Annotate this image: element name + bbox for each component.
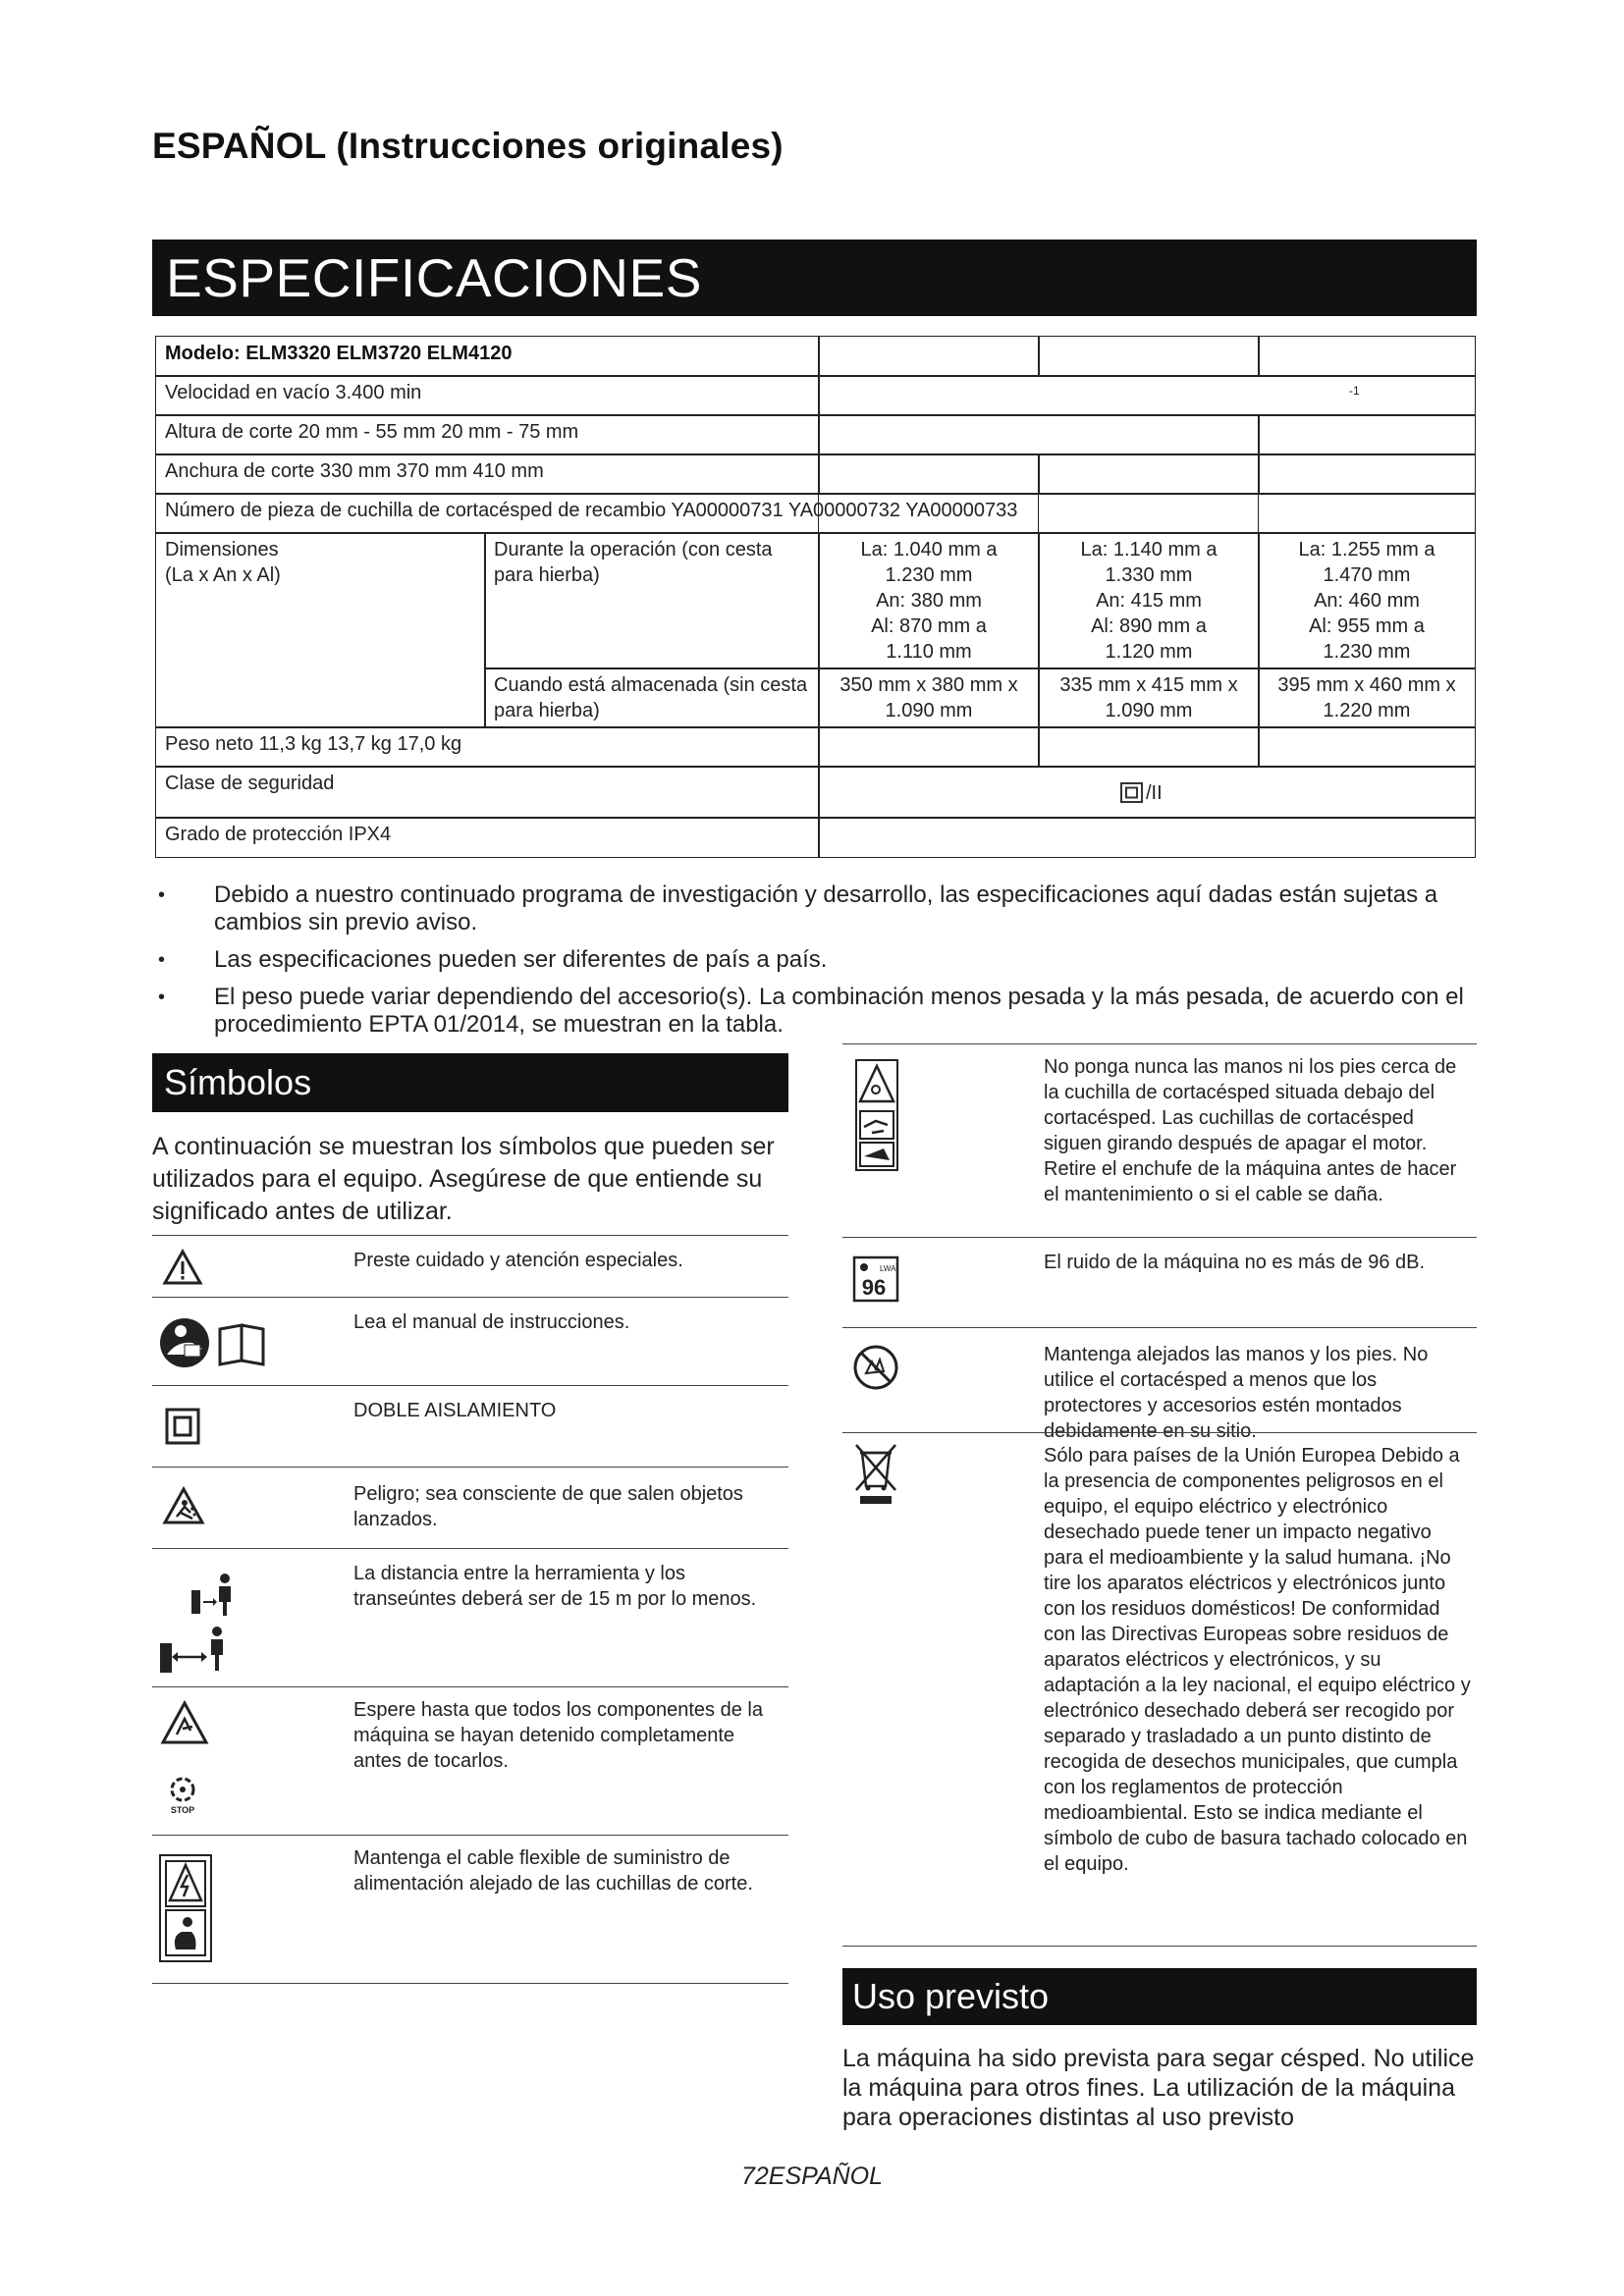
specifications-heading: ESPECIFICACIONES [152,240,1477,316]
speed-superscript: -1 [1349,384,1360,398]
value-line: 1.090 mm [1105,700,1193,721]
note-item: • Las especificaciones pueden ser diferentes de país a país. [155,946,1476,974]
value-line: 1.090 mm [885,700,973,721]
symbol-row [842,1043,1477,1237]
safety-class-mark [1120,780,1163,806]
symbol-row [152,1385,788,1467]
value-line: An: 415 mm [1096,590,1202,612]
wait-stop-icon [161,1701,210,1819]
symbol-text: Espere hasta que todos los componentes de la máquina se hayan detenido completamente antes de tocarlos. [353,1699,763,1772]
spec-weight-row: Peso neto 11,3 kg 13,7 kg 17,0 kg [155,726,820,768]
spec-cell [818,336,1040,377]
value-line: 1.220 mm [1323,700,1411,721]
operation-values-elm3720 [1038,532,1260,669]
operation-values-elm3320 [818,532,1040,669]
spec-cell [818,726,1040,768]
note-item: • El peso puede variar dependiendo del accesorio(s). La combinación menos pesada y la más pesada, de acuerdo con el procedimiento EPTA 01/2014, se muestran en la tabla. [155,984,1476,1039]
value-line: 1.110 mm [886,641,972,663]
thrown-objects-icon [163,1487,204,1526]
spec-cell [1038,454,1260,495]
bystander-distance-icon [156,1569,244,1677]
page-title: ESPAÑOL (Instrucciones originales) [152,126,784,166]
symbol-row [152,1297,788,1385]
spec-cell [818,375,1476,416]
note-item: • Debido a nuestro continuado programa de investigación y desarrollo, las especificaciones aquí dadas están sujetas a cambios sin previo aviso. [155,881,1476,936]
storage-values-elm3320 [818,667,1040,728]
spec-cell [1038,726,1260,768]
read-manual-icon [159,1315,306,1368]
symbol-row [152,1835,788,1984]
spec-dimensions-label [155,532,486,728]
value-line: Al: 955 mm a [1309,615,1425,637]
table-bottom-border [842,1946,1477,1947]
spec-cut-height-row: Altura de corte 20 mm - 55 mm 20 mm - 75 mm [155,414,820,455]
specifications-table [155,336,1476,871]
value-line: La: 1.255 mm a [1298,539,1435,561]
spec-cell [1258,414,1476,455]
spec-notes [155,881,1476,1048]
value-line: La: 1.040 mm a [860,539,998,561]
symbol-row [152,1548,788,1686]
operation-values-elm4120 [1258,532,1476,669]
symbol-text: Mantenga alejados las manos y los pies. No utilice el cortacésped a menos que los protectores y accesorios estén montados debidamente en su sitio. [1044,1344,1429,1442]
spec-blade-part-row [155,493,1476,534]
symbol-text: Mantenga el cable flexible de suministro de alimentación alejado de las cuchillas de corte. [353,1847,753,1895]
value-line: An: 380 mm [876,590,982,612]
value-line: 1.230 mm [885,564,973,586]
spec-safety-class-label: Clase de seguridad [155,766,820,819]
spec-operation-label: Durante la operación (con cesta para hierba) [484,532,820,669]
value-line: 350 mm x 380 mm x [839,674,1018,696]
value-line: 395 mm x 460 mm x [1277,674,1456,696]
spec-cell [1258,336,1476,377]
symbols-table-right [842,1043,1477,1947]
noise-small-label: LWA [880,1264,896,1273]
symbol-text: La distancia entre la herramienta y los transeúntes deberá ser de 15 m por lo menos. [353,1563,757,1610]
symbol-text: Lea el manual de instrucciones. [353,1311,630,1333]
symbol-row [842,1327,1477,1442]
spec-storage-label: Cuando está almacenada (sin cesta para hierba) [484,667,820,728]
hands-blade-icon [854,1058,899,1172]
symbol-row [152,1686,788,1835]
value-line: 1.120 mm [1105,641,1193,663]
spec-cell [1258,726,1476,768]
value-line: Al: 870 mm a [871,615,987,637]
noise-level-icon [852,1255,901,1305]
spec-safety-class-value [818,766,1476,819]
table-bottom-border [152,1983,788,1984]
storage-values-elm3720 [1038,667,1260,728]
symbol-text: Peligro; sea consciente de que salen objetos lanzados. [353,1483,743,1530]
symbols-heading: Símbolos [152,1053,788,1112]
dimensions-sublabel: (La x An x Al) [165,564,281,586]
noise-value: 96 [861,1275,887,1300]
column-divider [1038,493,1039,534]
page-footer: 72ESPAÑOL [740,2163,884,2190]
value-line: 1.230 mm [1323,641,1411,663]
warning-triangle-icon [163,1250,202,1285]
symbol-row [152,1235,788,1297]
spec-cell [818,454,1040,495]
value-line: La: 1.140 mm a [1080,539,1218,561]
symbol-text: DOBLE AISLAMIENTO [353,1400,557,1421]
dimensions-label: Dimensiones [165,539,279,561]
symbol-row [842,1432,1477,1947]
symbol-row [152,1467,788,1548]
column-divider [1258,493,1259,534]
spec-cell [818,817,1476,858]
intended-use-heading: Uso previsto [842,1968,1477,2025]
value-line: 1.470 mm [1323,564,1411,586]
symbol-text: El ruido de la máquina no es más de 96 dB. [1044,1252,1426,1273]
symbol-text: No ponga nunca las manos ni los pies cerca de la cuchilla de cortacésped situada debajo del cortacésped. Las cuchillas de cortacésped siguen girando después de apagar el motor. Retire el enchufe de la máquina antes de hacer el mantenimiento o si el cable se daña. [1044,1056,1457,1205]
value-line: Al: 890 mm a [1091,615,1207,637]
spec-cell [1038,336,1260,377]
symbols-table-left [152,1235,788,1984]
double-insulation-icon [1120,782,1144,804]
symbol-text: Preste cuidado y atención especiales. [353,1250,683,1271]
stop-label: STOP [170,1805,195,1815]
value-line: An: 460 mm [1314,590,1420,612]
blade-part-text: Número de pieza de cuchilla de cortacésped de recambio YA00000731 YA00000732 YA00000733 [165,500,1018,521]
spec-cell [818,414,1260,455]
storage-values-elm4120 [1258,667,1476,728]
safety-class-text: /II [1146,782,1163,804]
value-line: 1.330 mm [1105,564,1193,586]
double-insulation-icon [165,1408,200,1445]
cable-away-icon [158,1853,213,1963]
spec-protection-row: Grado de protección IPX4 [155,817,820,858]
spec-cut-width-row: Anchura de corte 330 mm 370 mm 410 mm [155,454,820,495]
symbol-text: Sólo para países de la Unión Europea Debido a la presencia de componentes peligrosos en el equipo, el equipo eléctrico y electrónico desechado puede tener un impacto negativo para el medioambiente y la salud humana. ¡No tire los aparatos eléctricos y electrónicos junto con los residuos domésticos! De conformidad con las Directivas Europeas sobre residuos de aparatos eléctricos y electrónicos, y su adaptación a la ley nacional, el equipo eléctrico y electrónico desechado deberá ser recogido por separado y trasladado a un punto distinto de recogida de desechos municipales, que cumpla con los reglamentos de protección medioambiental. Esto se indica mediante el símbolo de cubo de basura tachado colocado en el equipo. [1044,1445,1471,1875]
spec-cell [1258,454,1476,495]
value-line: 335 mm x 415 mm x [1059,674,1238,696]
crossed-bin-icon [854,1443,897,1506]
intended-use-text: La máquina ha sido prevista para segar césped. No utilice la máquina para otros fines. La utilización de la máquina para operaciones distintas al uso previsto [842,2045,1475,2131]
keep-hands-feet-icon [852,1344,899,1393]
spec-model-row: Modelo: ELM3320 ELM3720 ELM4120 [155,336,820,377]
symbol-row [842,1237,1477,1327]
symbols-intro: A continuación se muestran los símbolos que pueden ser utilizados para el equipo. Asegúrese de que entiende su significado antes de utilizar. [152,1133,775,1225]
spec-speed-row: Velocidad en vacío 3.400 min [155,375,820,416]
